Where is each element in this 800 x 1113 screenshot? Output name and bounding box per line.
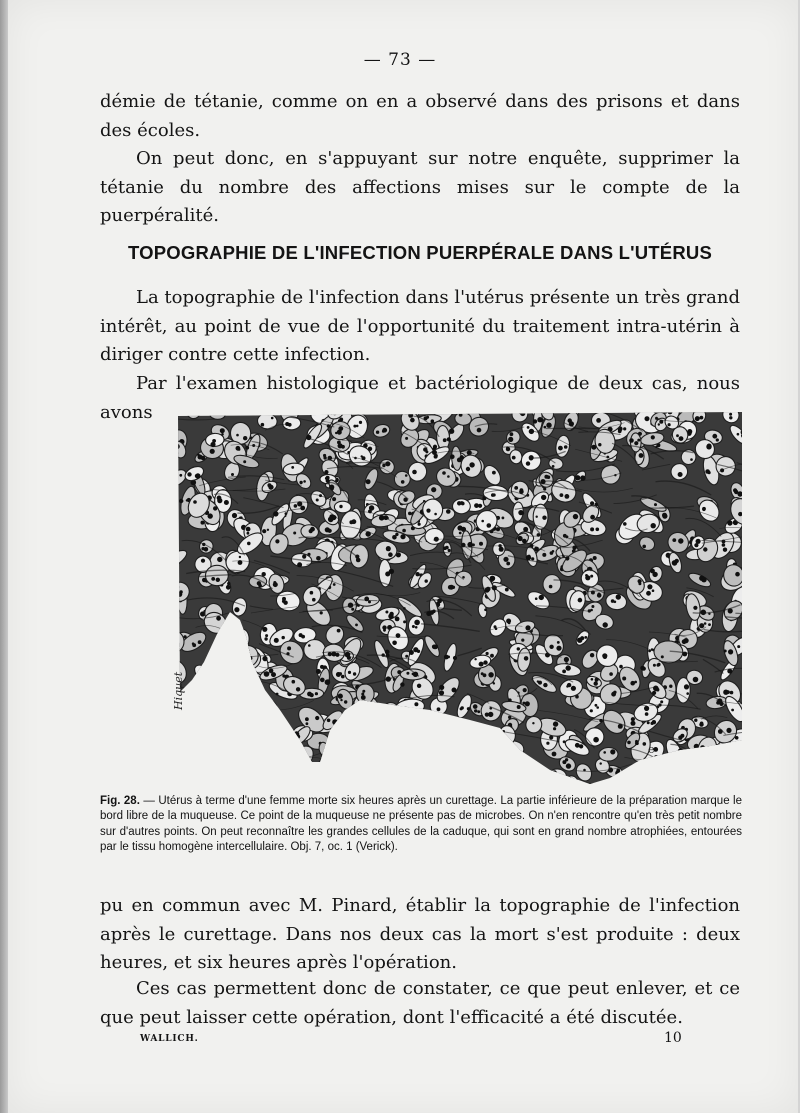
- tissue-cell: [257, 727, 284, 756]
- tissue-fiber: [733, 755, 744, 758]
- tissue-cell: [235, 721, 254, 738]
- tissue-fiber: [193, 707, 223, 713]
- tissue-cell: [704, 761, 733, 780]
- tissue-cell: [401, 743, 428, 771]
- tissue-fiber: [429, 725, 452, 740]
- figure-caption: [100, 794, 742, 855]
- tissue-cell: [548, 769, 567, 785]
- tissue-fiber: [409, 751, 435, 756]
- tissue-cell: [230, 678, 259, 703]
- tissue-cell: [304, 762, 325, 786]
- tissue-cell: [613, 774, 627, 786]
- tissue-cell: [443, 766, 458, 786]
- tissue-cell: [387, 736, 404, 761]
- tissue-cell: [464, 730, 491, 762]
- tissue-cell: [338, 748, 355, 766]
- tissue-cell: [197, 673, 216, 692]
- figure-caption-text: — Utérus à terme d'une femme morte six heures après un curettage. La partie inférieure de la préparation marque le bord libre de la muqueuse. Ce point de la muqueuse ne présente pas de microbes. On n'en rencontre qu'en très petit nombre sur d'autres points. On peut reconnaître les grandes cellules de la caduque, qui sont en grand nombre atrophiées, entourées par le tissu homogène intercellulaire. Obj. 7, oc. 1 (Verick).: [100, 795, 743, 853]
- tissue-cell: [333, 764, 362, 785]
- tissue-cell: [456, 772, 477, 786]
- tissue-fiber: [564, 784, 624, 786]
- tissue-fiber: [422, 725, 456, 731]
- tissue-fiber: [481, 768, 525, 771]
- paragraph-topographie-intro: La topographie de l'infection dans l'utérus présente un très grand intérêt, au point de vue de l'opportunité du traitement intra-utérin à diriger contre cette infection.: [100, 287, 740, 365]
- tissue-cell: [230, 650, 247, 675]
- tissue-cell: [170, 627, 180, 646]
- engraver-signature: Hiquet: [172, 671, 185, 710]
- paragraph-examen: Par l'examen histologique et bactériologique de deux cas, nous avons: [100, 373, 740, 423]
- tissue-fiber: [727, 771, 744, 778]
- page-number: — 73 —: [363, 50, 437, 70]
- tissue-cell: [345, 713, 369, 734]
- tissue-cell: [400, 669, 425, 680]
- tissue-cell: [170, 719, 181, 738]
- tissue-fiber: [435, 771, 488, 784]
- tissue-cell: [406, 749, 429, 768]
- tissue-cell: [370, 709, 397, 735]
- tissue-fiber: [389, 769, 418, 777]
- tissue-cell: [397, 710, 418, 730]
- tissue-fiber: [732, 747, 745, 752]
- tissue-cell: [263, 748, 285, 769]
- tissue-fiber: [716, 759, 744, 776]
- tissue-cell: [170, 767, 191, 786]
- tissue-cell: [319, 750, 349, 775]
- tissue-cell: [306, 764, 333, 786]
- tissue-cell: [184, 725, 211, 750]
- tissue-cell: [260, 746, 283, 764]
- tissue-cell: [648, 764, 668, 778]
- tissue-cell: [208, 690, 234, 717]
- tissue-fiber: [212, 744, 239, 748]
- tissue-cell: [460, 761, 480, 784]
- tissue-cell: [227, 676, 250, 699]
- tissue-cell: [433, 764, 457, 786]
- tissue-cell: [453, 499, 471, 514]
- tissue-cell: [196, 756, 213, 772]
- paragraph-continuation: démie de tétanie, comme on en a observé dans des prisons et dans des écoles.: [100, 91, 740, 141]
- paragraph-conclusion: Ces cas permettent donc de constater, ce que peut enlever, et ce que peut laisser cette opération, dont l'efficacité a été discutée.: [100, 978, 740, 1028]
- tissue-cell: [232, 762, 258, 786]
- tissue-fiber: [362, 778, 397, 786]
- tissue-cell: [282, 780, 312, 786]
- figure-caption-lead: Fig. 28.: [100, 795, 140, 807]
- tissue-cell: [447, 719, 469, 742]
- tissue-fiber: [496, 782, 524, 786]
- tissue-cell: [189, 684, 216, 702]
- section-title: TOPOGRAPHIE DE L'INFECTION PUERPÉRALE DANS L'UTÉRUS: [128, 242, 712, 263]
- tissue-cell: [275, 771, 300, 786]
- tissue-cell: [470, 727, 500, 748]
- tissue-cell: [730, 741, 744, 762]
- tissue-cell: [228, 655, 251, 676]
- tissue-cell: [476, 767, 504, 786]
- tissue-fiber: [425, 777, 470, 786]
- tissue-cell: [222, 720, 235, 746]
- tissue-cell: [210, 410, 226, 420]
- tissue-fiber: [274, 772, 308, 777]
- tissue-cell: [218, 639, 227, 653]
- page-edge-shadow: [0, 0, 8, 1113]
- tissue-cell: [425, 528, 444, 544]
- tissue-cell: [210, 748, 232, 770]
- tissue-fiber: [646, 775, 683, 782]
- tissue-cell: [265, 758, 287, 779]
- tissue-cell: [276, 758, 297, 777]
- tissue-fiber: [195, 688, 245, 691]
- paragraph-tetanie-conclusion: On peut donc, en s'appuyant sur notre enquête, supprimer la tétanie du nombre des affections mises sur le compte de la puerpéralité.: [100, 148, 740, 226]
- tissue-cell: [499, 740, 524, 759]
- tissue-fiber: [306, 767, 330, 769]
- tissue-cell: [436, 752, 457, 774]
- tissue-cell: [220, 660, 235, 679]
- paragraph-pinard: pu en commun avec M. Pinard, établir la topographie de l'infection après le curettage. Dans nos deux cas la mort s'est produite : deux heures, et six heures après l'opération.: [100, 895, 740, 973]
- tissue-cell: [598, 747, 618, 762]
- tissue-fiber: [392, 781, 445, 783]
- figure-mark-e: e: [648, 743, 655, 756]
- tissue-cell: [374, 705, 394, 724]
- tissue-cell: [704, 760, 723, 777]
- footer-sheet-number: 10: [664, 1030, 682, 1046]
- footer-signature-mark: WALLICH.: [140, 1034, 199, 1044]
- tissue-fiber: [444, 758, 498, 761]
- tissue-cell: [449, 720, 474, 746]
- tissue-cell: [235, 730, 254, 756]
- tissue-fiber: [363, 725, 420, 732]
- tissue-cell: [352, 743, 379, 769]
- histology-engraving: [170, 410, 744, 786]
- tissue-cell: [423, 735, 449, 760]
- tissue-fiber: [458, 762, 487, 772]
- tissue-cell: [212, 716, 229, 731]
- tissue-cell: [663, 758, 681, 776]
- tissue-cell: [225, 669, 247, 680]
- tissue-cell: [207, 731, 222, 755]
- tissue-cell: [343, 733, 364, 755]
- tissue-cell: [408, 616, 425, 636]
- tissue-cell: [441, 750, 460, 768]
- tissue-fiber: [719, 773, 744, 786]
- tissue-cell: [284, 752, 299, 767]
- tissue-fiber: [718, 755, 744, 759]
- tissue-cell: [396, 768, 419, 786]
- tissue-fiber: [359, 708, 385, 716]
- tissue-cell: [186, 777, 203, 786]
- tissue-fiber: [223, 747, 270, 751]
- tissue-cell: [341, 723, 368, 751]
- histology-figure: [170, 410, 744, 786]
- tissue-cell: [252, 716, 277, 739]
- tissue-cell: [457, 736, 485, 762]
- tissue-cell: [268, 735, 300, 763]
- tissue-cell: [423, 749, 448, 780]
- tissue-cell: [331, 421, 351, 440]
- tissue-fiber: [704, 783, 745, 786]
- tissue-fiber: [357, 768, 386, 782]
- tissue-cell: [175, 740, 205, 770]
- tissue-cell: [228, 672, 248, 692]
- tissue-cell: [348, 729, 380, 752]
- tissue-cell: [221, 769, 245, 786]
- tissue-fiber: [451, 774, 485, 783]
- tissue-cell: [170, 751, 186, 777]
